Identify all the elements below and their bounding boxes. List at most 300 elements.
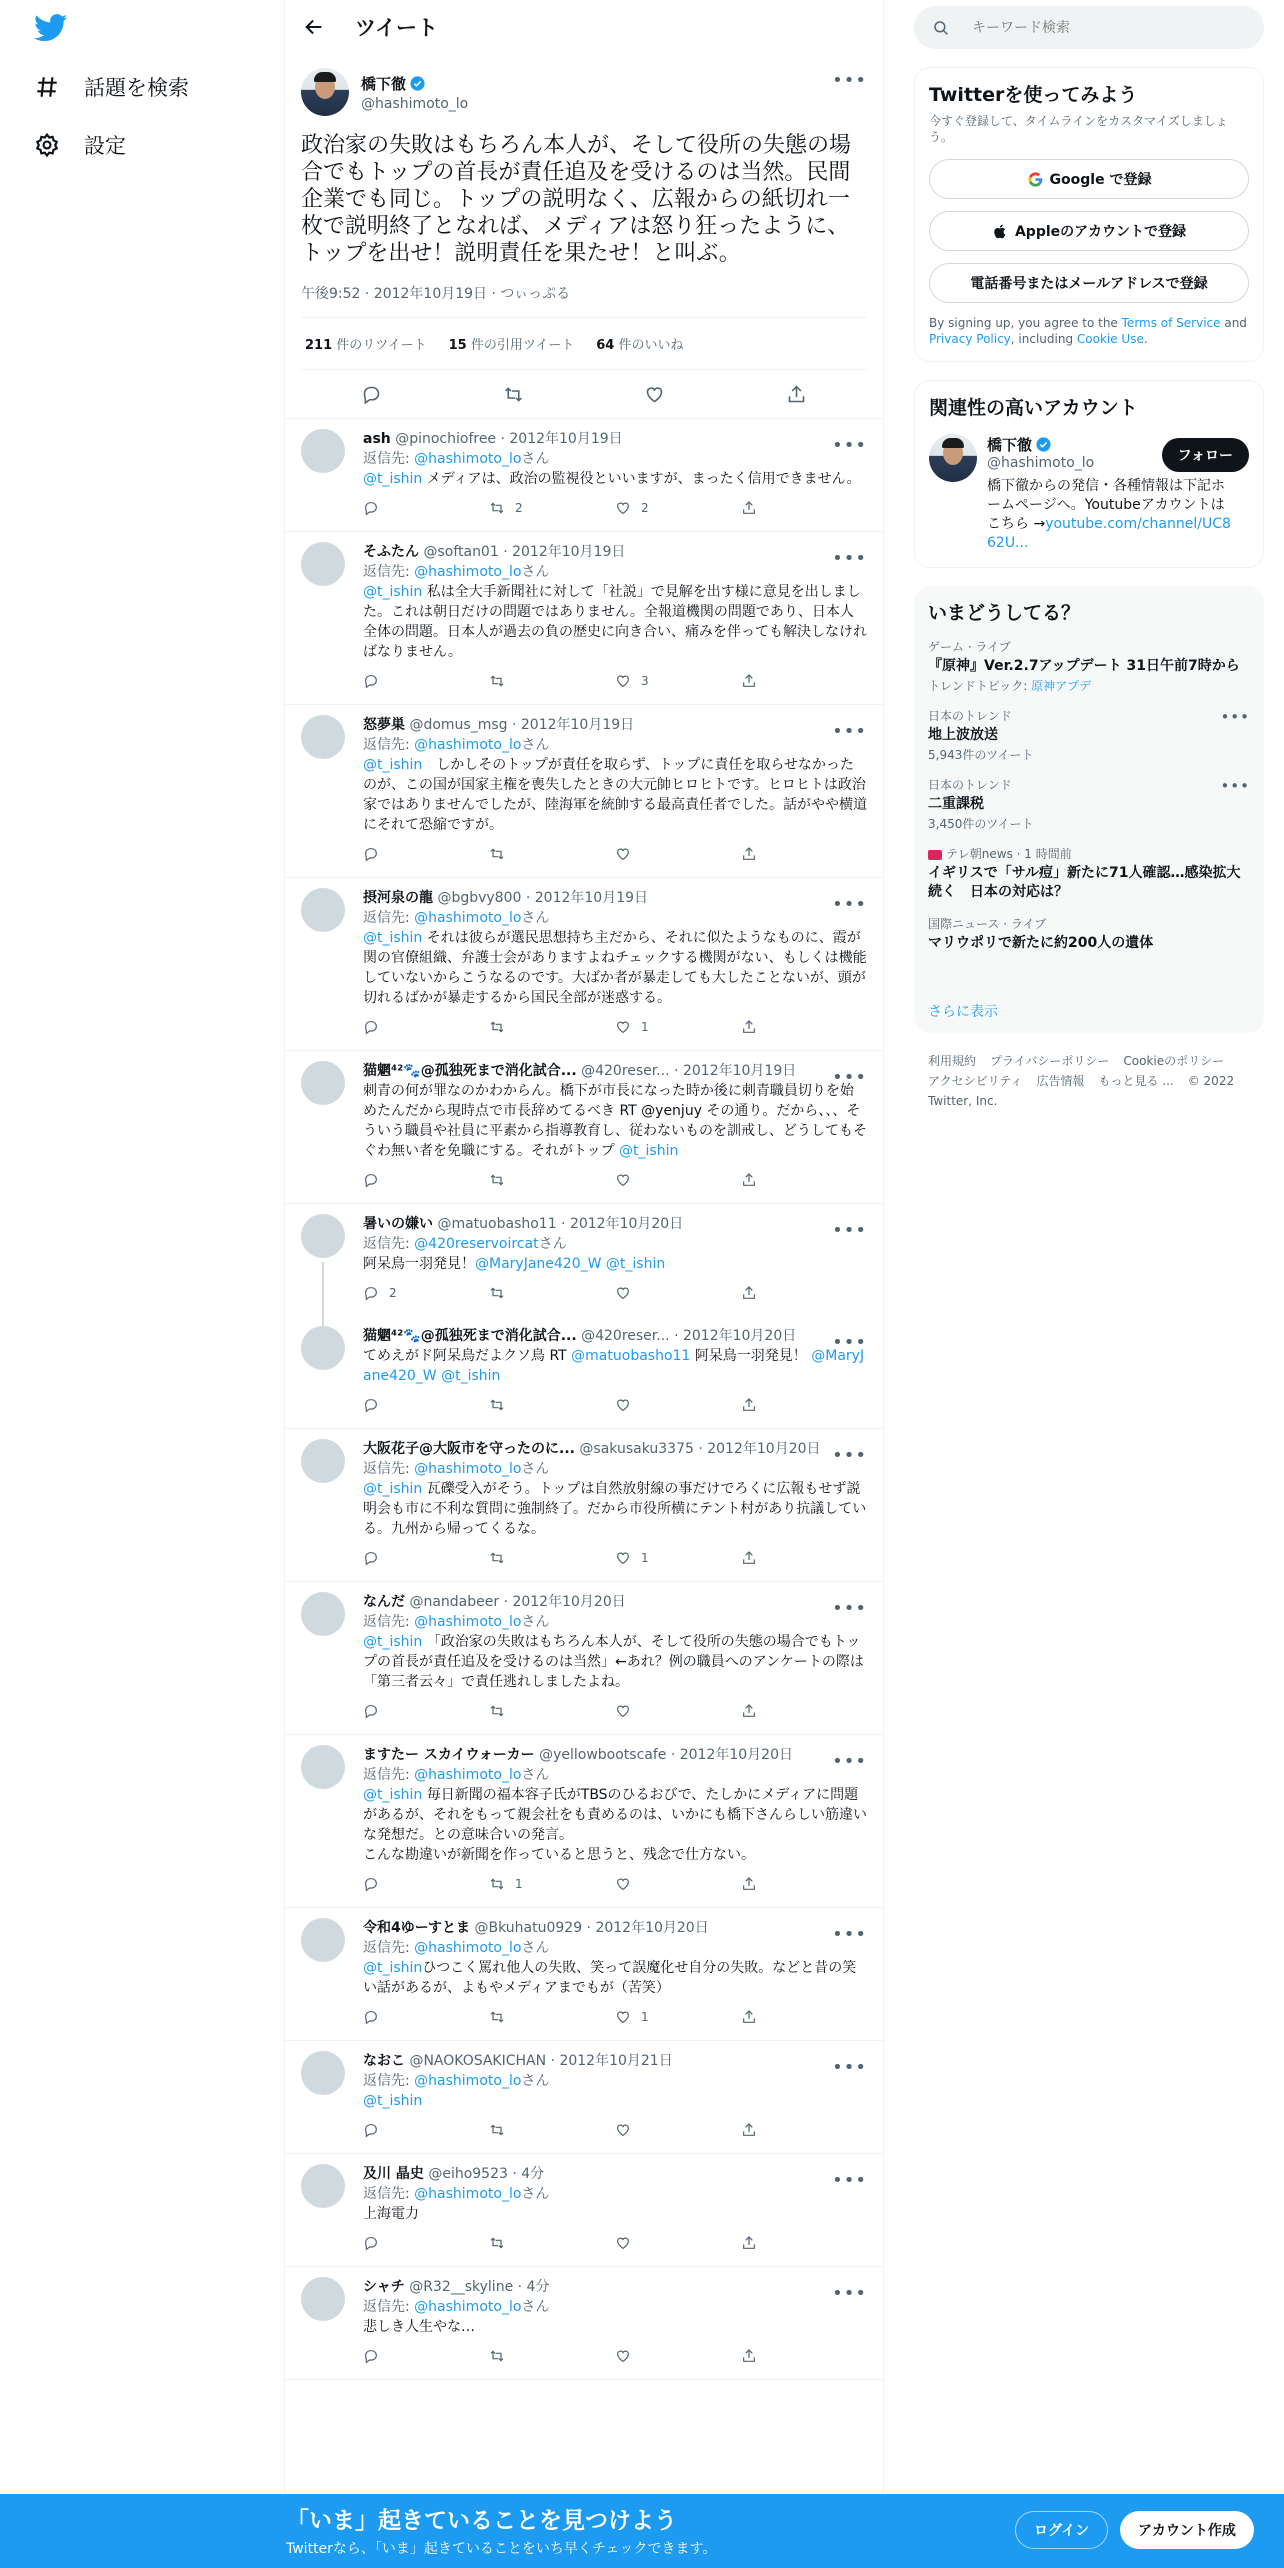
reply-meta: @Bkuhatu0929 · 2012年10月20日 bbox=[474, 1920, 709, 1936]
share-icon bbox=[741, 1550, 757, 1566]
reply-author-name[interactable]: 怒夢巣 bbox=[363, 717, 405, 733]
avatar[interactable] bbox=[301, 1061, 345, 1105]
apple-icon bbox=[992, 223, 1009, 240]
share-icon bbox=[741, 2122, 757, 2138]
avatar[interactable] bbox=[929, 434, 977, 482]
nav-explore[interactable] bbox=[34, 72, 189, 102]
reply-header bbox=[363, 1439, 867, 1459]
reply-tweet[interactable] bbox=[285, 419, 883, 532]
bottom-bar-title: 「いま」起きていることを見つけよう bbox=[286, 2508, 677, 2534]
more-options-icon[interactable]: ••• bbox=[832, 435, 867, 456]
retweet-icon bbox=[489, 1876, 505, 1892]
like-count: 1 bbox=[641, 2010, 649, 2024]
like-action[interactable] bbox=[615, 2009, 741, 2025]
mention-link[interactable]: @matuobasho11 bbox=[571, 1348, 691, 1364]
reply-to-prefix: 返信先: bbox=[363, 737, 415, 753]
footer-link[interactable]: プライバシーポリシー bbox=[990, 1054, 1110, 1068]
login-button[interactable]: ログイン bbox=[1015, 2511, 1108, 2549]
reply-to-handle[interactable]: @420reservoircat bbox=[414, 1236, 539, 1252]
reply-tweet[interactable] bbox=[285, 2154, 883, 2267]
mention-link[interactable]: @t_ishin bbox=[363, 1481, 423, 1497]
reply-action[interactable] bbox=[363, 1285, 489, 1301]
more-options-icon[interactable]: ••• bbox=[832, 1598, 867, 1619]
share-action[interactable] bbox=[741, 2348, 867, 2364]
like-action[interactable] bbox=[615, 673, 741, 689]
twitter-logo-icon[interactable] bbox=[34, 14, 68, 42]
trend-title: マリウポリで新たに約200人の遺体 bbox=[928, 935, 1154, 951]
reply-tweet[interactable] bbox=[285, 2041, 883, 2154]
like-action[interactable] bbox=[615, 1550, 741, 1566]
reply-text bbox=[363, 755, 867, 835]
reply-to-suffix: さん bbox=[521, 2073, 550, 2089]
page-title: ツイート bbox=[355, 16, 438, 40]
reply-to bbox=[363, 449, 867, 469]
reply-icon bbox=[363, 1550, 379, 1566]
like-action[interactable] bbox=[615, 2122, 741, 2138]
follow-button[interactable]: フォロー bbox=[1162, 438, 1249, 472]
like-count: 1 bbox=[641, 1020, 649, 1034]
reply-meta: @420reser... · 2012年10月19日 bbox=[581, 1063, 797, 1079]
share-action[interactable] bbox=[741, 2122, 867, 2138]
reply-to-suffix: さん bbox=[521, 1461, 550, 1477]
reply-action[interactable] bbox=[363, 500, 489, 516]
avatar[interactable] bbox=[301, 429, 345, 473]
reply-text bbox=[363, 928, 867, 1008]
reply-to-handle[interactable]: @hashimoto_lo bbox=[414, 2299, 522, 2315]
reply-tweet[interactable] bbox=[285, 705, 883, 878]
like-action[interactable] bbox=[615, 500, 741, 516]
reply-actions bbox=[363, 2341, 867, 2371]
reply-action[interactable] bbox=[363, 2235, 489, 2251]
cookie-use-link[interactable]: Cookie Use bbox=[1076, 332, 1144, 346]
reply-author-name[interactable]: ますたー スカイウォーカー bbox=[363, 1747, 535, 1763]
more-options-icon[interactable]: ••• bbox=[832, 1751, 867, 1772]
reply-to-suffix: さん bbox=[521, 1614, 550, 1630]
reply-action[interactable] bbox=[363, 1876, 489, 1892]
retweet-action[interactable] bbox=[489, 2122, 615, 2138]
reply-icon bbox=[363, 1285, 379, 1301]
more-options-icon[interactable]: ••• bbox=[832, 721, 867, 742]
reply-meta: @420reser... · 2012年10月20日 bbox=[581, 1328, 797, 1344]
reply-to-handle[interactable]: @hashimoto_lo bbox=[414, 2073, 522, 2089]
reply-tweet[interactable] bbox=[285, 1735, 883, 1908]
like-action[interactable] bbox=[615, 846, 741, 862]
mention-link[interactable]: @t_ishin bbox=[363, 1634, 423, 1650]
relevant-accounts-panel bbox=[914, 380, 1264, 568]
share-action[interactable] bbox=[741, 1703, 867, 1719]
reply-text bbox=[363, 1479, 867, 1539]
apple-signup-button[interactable] bbox=[929, 211, 1249, 251]
share-action[interactable] bbox=[741, 1285, 867, 1301]
reply-action[interactable] bbox=[363, 2009, 489, 2025]
more-options-icon[interactable]: ••• bbox=[832, 548, 867, 569]
reply-tweet[interactable] bbox=[285, 1316, 883, 1429]
reply-text bbox=[363, 1785, 867, 1865]
share-action[interactable] bbox=[741, 1019, 867, 1035]
share-action[interactable] bbox=[741, 1172, 867, 1188]
like-action[interactable] bbox=[615, 2235, 741, 2251]
phone-email-signup-button[interactable]: 電話番号またはメールアドレスで登録 bbox=[929, 263, 1249, 303]
privacy-policy-link[interactable]: Privacy Policy bbox=[929, 332, 1011, 346]
reply-actions bbox=[363, 1165, 867, 1195]
reply-tweet[interactable] bbox=[285, 532, 883, 705]
avatar[interactable] bbox=[301, 68, 349, 116]
show-more-link[interactable]: さらに表示 bbox=[928, 1004, 998, 1020]
like-action[interactable] bbox=[615, 2348, 741, 2364]
reply-tweet[interactable] bbox=[285, 878, 883, 1051]
reply-meta: @eiho9523 · 4分 bbox=[428, 2166, 545, 2182]
reply-to-suffix: さん bbox=[521, 2299, 550, 2315]
like-icon bbox=[615, 1172, 631, 1188]
retweet-action[interactable] bbox=[489, 1550, 615, 1566]
avatar[interactable] bbox=[301, 1918, 345, 1962]
share-icon[interactable] bbox=[786, 384, 807, 405]
search-input[interactable] bbox=[972, 20, 1222, 36]
google-icon bbox=[1027, 171, 1044, 188]
like-icon bbox=[615, 1550, 631, 1566]
reply-actions bbox=[363, 1390, 867, 1420]
like-action[interactable] bbox=[615, 1172, 741, 1188]
reply-to-handle[interactable]: @hashimoto_lo bbox=[414, 910, 522, 926]
relevant-name: 橋下徹 bbox=[987, 436, 1033, 454]
trend-item[interactable] bbox=[928, 777, 1250, 832]
reply-author-name[interactable]: シャチ bbox=[363, 2279, 405, 2295]
avatar[interactable] bbox=[301, 715, 345, 759]
reply-body: メディアは、政治の監視役といいますが、まったく信用できません。 bbox=[422, 471, 861, 487]
reply-to-handle[interactable]: @hashimoto_lo bbox=[414, 2186, 522, 2202]
google-signup-button[interactable] bbox=[929, 159, 1249, 199]
more-options-icon[interactable]: ••• bbox=[1220, 777, 1250, 795]
reply-author-name[interactable]: ash bbox=[363, 431, 391, 447]
like-icon bbox=[615, 2235, 631, 2251]
retweet-action[interactable] bbox=[489, 2235, 615, 2251]
share-icon bbox=[741, 846, 757, 862]
trend-context-text: 日本のトレンド bbox=[928, 778, 1012, 792]
reply-to-handle[interactable]: @hashimoto_lo bbox=[414, 737, 522, 753]
more-options-icon[interactable]: ••• bbox=[832, 2283, 867, 2304]
share-action[interactable] bbox=[741, 500, 867, 516]
reply-meta: @pinochiofree · 2012年10月19日 bbox=[395, 431, 623, 447]
reply-to-handle[interactable]: @hashimoto_lo bbox=[414, 1767, 522, 1783]
reply-to-prefix: 返信先: bbox=[363, 1461, 415, 1477]
retweet-icon bbox=[489, 2348, 505, 2364]
reply-action[interactable] bbox=[363, 2122, 489, 2138]
signup-button[interactable]: アカウント作成 bbox=[1120, 2511, 1254, 2549]
mention-link[interactable]: @t_ishin bbox=[363, 1787, 423, 1803]
retweet-action[interactable] bbox=[489, 1172, 615, 1188]
like-icon bbox=[615, 673, 631, 689]
reply-header bbox=[363, 2051, 867, 2071]
google-signup-label: Google で登録 bbox=[1049, 172, 1152, 188]
reply-icon bbox=[363, 1019, 379, 1035]
reply-to-handle[interactable]: @hashimoto_lo bbox=[414, 564, 522, 580]
reply-action[interactable] bbox=[363, 846, 489, 862]
like-icon bbox=[615, 1876, 631, 1892]
reply-icon[interactable] bbox=[361, 384, 382, 405]
gear-icon bbox=[34, 132, 60, 158]
retweet-action[interactable] bbox=[489, 1019, 615, 1035]
like-action[interactable] bbox=[615, 1019, 741, 1035]
mention-link[interactable]: @MaryJane420_W @t_ishin bbox=[363, 1348, 865, 1384]
back-arrow-icon[interactable] bbox=[303, 16, 325, 38]
footer-link[interactable]: もっと見る ... bbox=[1098, 1074, 1174, 1088]
reply-header bbox=[363, 1592, 867, 1612]
reply-author-name[interactable]: 摂河泉の龍 bbox=[363, 890, 433, 906]
share-action[interactable] bbox=[741, 846, 867, 862]
avatar[interactable] bbox=[301, 1214, 345, 1258]
reply-actions bbox=[363, 1696, 867, 1726]
like-icon bbox=[615, 2009, 631, 2025]
trend-context-text: テレ朝news · 1 時間前 bbox=[946, 847, 1072, 861]
terms-of-service-link[interactable]: Terms of Service bbox=[1121, 316, 1221, 330]
retweet-icon bbox=[489, 1172, 505, 1188]
share-action[interactable] bbox=[741, 2235, 867, 2251]
mention-link[interactable]: @t_ishin bbox=[363, 1960, 423, 1976]
author-name: 橋下徹 bbox=[361, 74, 407, 93]
avatar[interactable] bbox=[301, 888, 345, 932]
reply-header bbox=[363, 1214, 867, 1234]
trend-item[interactable] bbox=[928, 639, 1250, 694]
share-icon bbox=[741, 500, 757, 516]
trends-panel bbox=[914, 586, 1264, 1033]
retweet-icon bbox=[489, 1703, 505, 1719]
more-options-icon[interactable]: ••• bbox=[832, 1924, 867, 1945]
retweet-stat[interactable] bbox=[305, 334, 427, 353]
reply-body: ひつこく罵れ他人の失敗、笑って誤魔化せ自分の失敗。などと昔の笑い話があるが、よもやメディアまでもが（苦笑） bbox=[363, 1960, 857, 1996]
reply-body: 悲しき人生やな… bbox=[363, 2319, 475, 2335]
reply-author-name[interactable]: 及川 晶史 bbox=[363, 2166, 424, 2182]
retweet-count: 1 bbox=[515, 1877, 523, 1891]
relevant-bio-text: 橋下徹からの発信・各種情報は下記ホームページへ。Youtubeアカウントはこちら → bbox=[987, 478, 1225, 532]
more-options-icon[interactable]: ••• bbox=[832, 1445, 867, 1466]
like-count: 1 bbox=[641, 1551, 649, 1565]
like-icon bbox=[615, 500, 631, 516]
like-icon[interactable] bbox=[644, 384, 665, 405]
footer-link[interactable]: 広告情報 bbox=[1036, 1074, 1085, 1088]
reply-text bbox=[363, 1081, 867, 1161]
search-box[interactable] bbox=[914, 6, 1264, 49]
relevant-account[interactable] bbox=[929, 434, 1249, 553]
retweet-action[interactable] bbox=[489, 1285, 615, 1301]
reply-actions bbox=[363, 1278, 867, 1308]
reply-count: 2 bbox=[389, 1286, 397, 1300]
avatar[interactable] bbox=[301, 2051, 345, 2095]
reply-to-handle[interactable]: @hashimoto_lo bbox=[414, 451, 522, 467]
footer-link[interactable]: アクセシビリティ bbox=[928, 1074, 1023, 1088]
reply-action[interactable] bbox=[363, 673, 489, 689]
reply-actions bbox=[363, 1869, 867, 1899]
relevant-bio-link[interactable]: youtube.com/channel/UC862U... bbox=[987, 516, 1231, 551]
trend-context bbox=[928, 846, 1250, 862]
like-action[interactable] bbox=[615, 1703, 741, 1719]
reply-author-name[interactable]: 猫魍⁴²🐾@孤独死まで消化試合... bbox=[363, 1328, 577, 1344]
reply-tweet[interactable] bbox=[285, 1051, 883, 1204]
retweet-icon[interactable] bbox=[503, 384, 524, 405]
reply-actions bbox=[363, 493, 867, 523]
nav-settings[interactable] bbox=[34, 130, 126, 160]
quote-stat[interactable] bbox=[449, 334, 575, 353]
mention-link[interactable]: @t_ishin bbox=[363, 930, 423, 946]
footer-link[interactable]: 利用規約 bbox=[928, 1054, 977, 1068]
retweet-action[interactable] bbox=[489, 1397, 615, 1413]
more-options-icon[interactable]: ••• bbox=[832, 70, 867, 91]
reply-header bbox=[363, 715, 867, 735]
like-action[interactable] bbox=[615, 1285, 741, 1301]
reply-meta: @domus_msg · 2012年10月19日 bbox=[409, 717, 635, 733]
reply-icon bbox=[363, 1397, 379, 1413]
like-action[interactable] bbox=[615, 1397, 741, 1413]
reply-text bbox=[363, 1632, 867, 1692]
reply-to-handle[interactable]: @hashimoto_lo bbox=[414, 1461, 522, 1477]
share-icon bbox=[741, 1285, 757, 1301]
avatar[interactable] bbox=[301, 2277, 345, 2321]
reply-to-prefix: 返信先: bbox=[363, 1767, 415, 1783]
trend-context-text: 国際ニュース · ライブ bbox=[928, 917, 1047, 931]
reply-text bbox=[363, 2091, 867, 2111]
like-icon bbox=[615, 2122, 631, 2138]
quote-count: 15 bbox=[448, 338, 467, 353]
more-options-icon[interactable]: ••• bbox=[832, 2170, 867, 2191]
reply-meta: @bgbvy800 · 2012年10月19日 bbox=[437, 890, 649, 906]
mention-link[interactable]: @t_ishin bbox=[363, 2093, 423, 2109]
like-icon bbox=[615, 1703, 631, 1719]
reply-to bbox=[363, 2071, 867, 2091]
retweet-icon bbox=[489, 2235, 505, 2251]
reply-body: 上海電力 bbox=[363, 2206, 419, 2222]
retweet-action[interactable] bbox=[489, 2348, 615, 2364]
share-action[interactable] bbox=[741, 1550, 867, 1566]
trend-item[interactable] bbox=[928, 916, 1250, 953]
retweet-icon bbox=[489, 1550, 505, 1566]
reply-to-suffix: さん bbox=[521, 1767, 550, 1783]
more-options-icon[interactable]: ••• bbox=[832, 2057, 867, 2078]
trend-topic-link[interactable]: 原神アプデ bbox=[1031, 679, 1092, 693]
like-icon bbox=[615, 1285, 631, 1301]
main-tweet-header bbox=[301, 64, 867, 120]
share-action[interactable] bbox=[741, 1397, 867, 1413]
reply-to bbox=[363, 2297, 867, 2317]
trend-item[interactable] bbox=[928, 708, 1250, 763]
reply-action[interactable] bbox=[363, 1703, 489, 1719]
avatar[interactable] bbox=[301, 1439, 345, 1483]
tweet-text: 政治家の失敗はもちろん本人が、そして役所の失態の場合でもトップの首長が責任追及を受けるのは当然。民間企業でも同じ。トップの説明なく、広報からの紙切れ一枚で説明終了となれば、メディアは怒り狂ったように、トップを出せ！説明責任を果たせ！と叫ぶ。 bbox=[301, 133, 852, 266]
reply-action[interactable] bbox=[363, 1397, 489, 1413]
reply-action[interactable] bbox=[363, 1172, 489, 1188]
retweet-action[interactable] bbox=[489, 673, 615, 689]
tweet-timestamp[interactable]: 午後9:52 · 2012年10月19日 · つぃっぷる bbox=[301, 283, 867, 318]
reply-icon bbox=[363, 1703, 379, 1719]
avatar[interactable] bbox=[301, 542, 345, 586]
trend-item[interactable] bbox=[928, 846, 1250, 902]
reply-author-name[interactable]: 暑いの嫌い bbox=[363, 1216, 433, 1232]
like-stat[interactable] bbox=[596, 334, 683, 353]
share-icon bbox=[741, 1397, 757, 1413]
mention-link[interactable]: @t_ishin bbox=[363, 584, 423, 600]
reply-to-handle[interactable]: @hashimoto_lo bbox=[414, 1940, 522, 1956]
trend-title: イギリスで「サル痘」新たに71人確認…感染拡大続く 日本の対応は？ bbox=[928, 865, 1241, 900]
share-icon bbox=[741, 1172, 757, 1188]
retweet-action[interactable] bbox=[489, 1876, 615, 1892]
reply-body: 刺青の何が罪なのかわからん。橋下が市長になった時か後に刺青職員切りを始めたんだから現時点で市長辞めてるべき RT @yenjuy その通り。だから、、、そういう職員や社員に平素から指導教育し、従わないものを訓戒し、どうしてもそぐわ無い者を免職にする。それがトップ bbox=[363, 1083, 867, 1159]
retweet-action[interactable] bbox=[489, 500, 615, 516]
reply-author-name[interactable]: 令和4ゆーすとま bbox=[363, 1920, 471, 1936]
reply-actions bbox=[363, 839, 867, 869]
reply-to bbox=[363, 1938, 867, 1958]
share-action[interactable] bbox=[741, 2009, 867, 2025]
trend-context-text: 日本のトレンド bbox=[928, 709, 1012, 723]
trend-topic-prefix: トレンドトピック: bbox=[928, 679, 1032, 693]
tweet-actions bbox=[301, 370, 867, 418]
top-bar bbox=[285, 0, 883, 54]
reply-tweet[interactable] bbox=[285, 1204, 883, 1316]
mention-link[interactable]: @MaryJane420_W @t_ishin bbox=[475, 1256, 666, 1272]
reply-action[interactable] bbox=[363, 1550, 489, 1566]
avatar[interactable] bbox=[301, 1326, 345, 1370]
reply-to-prefix: 返信先: bbox=[363, 451, 415, 467]
mention-link[interactable]: @t_ishin bbox=[619, 1143, 679, 1159]
retweet-action[interactable] bbox=[489, 846, 615, 862]
retweet-action[interactable] bbox=[489, 2009, 615, 2025]
avatar[interactable] bbox=[301, 1592, 345, 1636]
reply-text bbox=[363, 2204, 867, 2224]
more-options-icon[interactable]: ••• bbox=[832, 894, 867, 915]
share-icon bbox=[741, 673, 757, 689]
footer-link[interactable]: © 2022 Twitter, Inc. bbox=[928, 1074, 1235, 1108]
reply-header bbox=[363, 1326, 867, 1346]
reply-body: しかしそのトップが責任を取らず、トップに責任を取らせなかったのが、この国が国家主権を喪失したときの大元帥ヒロヒトです。ヒロヒトは政治家ではありませんでしたが、陸海軍を統帥する最高責任者でした。話がやや横道にそれて恐縮ですが。 bbox=[363, 757, 867, 833]
reply-author-name[interactable]: 猫魍⁴²🐾@孤独死まで消化試合... bbox=[363, 1063, 577, 1079]
mention-link[interactable]: @t_ishin bbox=[363, 757, 423, 773]
like-action[interactable] bbox=[615, 1876, 741, 1892]
reply-author-name[interactable]: なんだ bbox=[363, 1594, 405, 1610]
avatar[interactable] bbox=[301, 1745, 345, 1789]
reply-tweet[interactable] bbox=[285, 1908, 883, 2041]
reply-author-name[interactable]: そふたん bbox=[363, 544, 419, 560]
reply-meta: @yellowbootscafe · 2012年10月20日 bbox=[539, 1747, 793, 1763]
share-action[interactable] bbox=[741, 1876, 867, 1892]
more-options-icon[interactable]: ••• bbox=[832, 1332, 867, 1353]
reply-tweet[interactable] bbox=[285, 1429, 883, 1582]
author-name-row[interactable] bbox=[361, 73, 468, 94]
reply-header bbox=[363, 1061, 867, 1081]
reply-to-prefix: 返信先: bbox=[363, 1236, 415, 1252]
retweet-icon bbox=[489, 1397, 505, 1413]
reply-tweet[interactable] bbox=[285, 2267, 883, 2380]
reply-to-handle[interactable]: @hashimoto_lo bbox=[414, 1614, 522, 1630]
reply-action[interactable] bbox=[363, 2348, 489, 2364]
mention-link[interactable]: @t_ishin bbox=[363, 471, 423, 487]
reply-to bbox=[363, 1765, 867, 1785]
more-options-icon[interactable]: ••• bbox=[832, 1067, 867, 1088]
terms-end: . bbox=[1143, 332, 1148, 346]
share-action[interactable] bbox=[741, 673, 867, 689]
reply-icon bbox=[363, 500, 379, 516]
reply-author-name[interactable]: 大阪花子@大阪市を守ったのに... bbox=[363, 1441, 575, 1457]
more-options-icon[interactable]: ••• bbox=[832, 1220, 867, 1241]
reply-to bbox=[363, 2184, 867, 2204]
reply-author-name[interactable]: なおこ bbox=[363, 2053, 405, 2069]
footer-link[interactable]: Cookieのポリシー bbox=[1123, 1054, 1225, 1068]
like-label: 件のいいね bbox=[618, 338, 684, 353]
reply-action[interactable] bbox=[363, 1019, 489, 1035]
more-options-icon[interactable]: ••• bbox=[1220, 708, 1250, 726]
avatar[interactable] bbox=[301, 2164, 345, 2208]
retweet-action[interactable] bbox=[489, 1703, 615, 1719]
share-icon bbox=[741, 2235, 757, 2251]
like-icon bbox=[615, 1397, 631, 1413]
relevant-handle: @hashimoto_lo bbox=[987, 455, 1095, 471]
reply-tweet[interactable] bbox=[285, 1582, 883, 1735]
